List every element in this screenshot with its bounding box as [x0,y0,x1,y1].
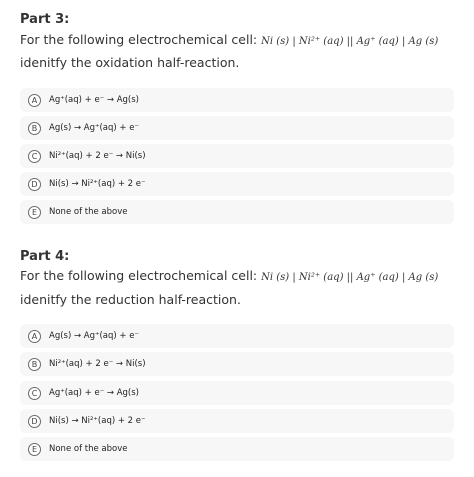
option-label: None of the above [49,444,128,454]
option-e[interactable] [20,200,454,224]
option-label: Ag(s) → Ag⁺(aq) + e⁻ [49,123,139,133]
option-label: Ni(s) → Ni²⁺(aq) + 2 e⁻ [49,416,146,426]
radio-a[interactable]: A [28,330,41,343]
cell-notation: Ni (s) | Ni²⁺ (aq) || Ag⁺ (aq) | Ag (s) [261,272,439,283]
option-a[interactable] [20,324,454,348]
option-label: Ni²⁺(aq) + 2 e⁻ → Ni(s) [49,151,146,161]
radio-d[interactable]: D [28,415,41,428]
radio-c[interactable]: C [28,150,41,163]
radio-b[interactable]: B [28,122,41,135]
part-title: Part 3: [20,12,70,27]
instruction-text: idenitfy the reduction half-reaction. [20,292,241,307]
option-label: Ni²⁺(aq) + 2 e⁻ → Ni(s) [49,359,146,369]
instruction-text: idenitfy the oxidation half-reaction. [20,55,240,70]
part-title: Part 4: [20,249,70,264]
option-b[interactable] [20,116,454,140]
option-label: Ag⁺(aq) + e⁻ → Ag(s) [49,95,139,105]
question-prefix: For the following electrochemical cell: [20,268,262,283]
question-prefix: For the following electrochemical cell: [20,32,262,47]
option-label: Ni(s) → Ni²⁺(aq) + 2 e⁻ [49,179,146,189]
radio-b[interactable]: B [28,358,41,371]
cell-notation: Ni (s) | Ni²⁺ (aq) || Ag⁺ (aq) | Ag (s) [261,36,439,47]
option-c[interactable] [20,144,454,168]
option-a[interactable] [20,88,454,112]
question-text [20,268,438,283]
radio-d[interactable]: D [28,178,41,191]
option-label: None of the above [49,207,128,217]
radio-a[interactable]: A [28,94,41,107]
option-d[interactable] [20,409,454,433]
question-text [20,32,438,47]
option-b[interactable] [20,352,454,376]
radio-e[interactable]: E [28,443,41,456]
option-c[interactable] [20,381,454,405]
option-d[interactable] [20,172,454,196]
option-label: Ag⁺(aq) + e⁻ → Ag(s) [49,388,139,398]
radio-c[interactable]: C [28,387,41,400]
radio-e[interactable]: E [28,206,41,219]
option-e[interactable] [20,437,454,461]
option-label: Ag(s) → Ag⁺(aq) + e⁻ [49,331,139,341]
